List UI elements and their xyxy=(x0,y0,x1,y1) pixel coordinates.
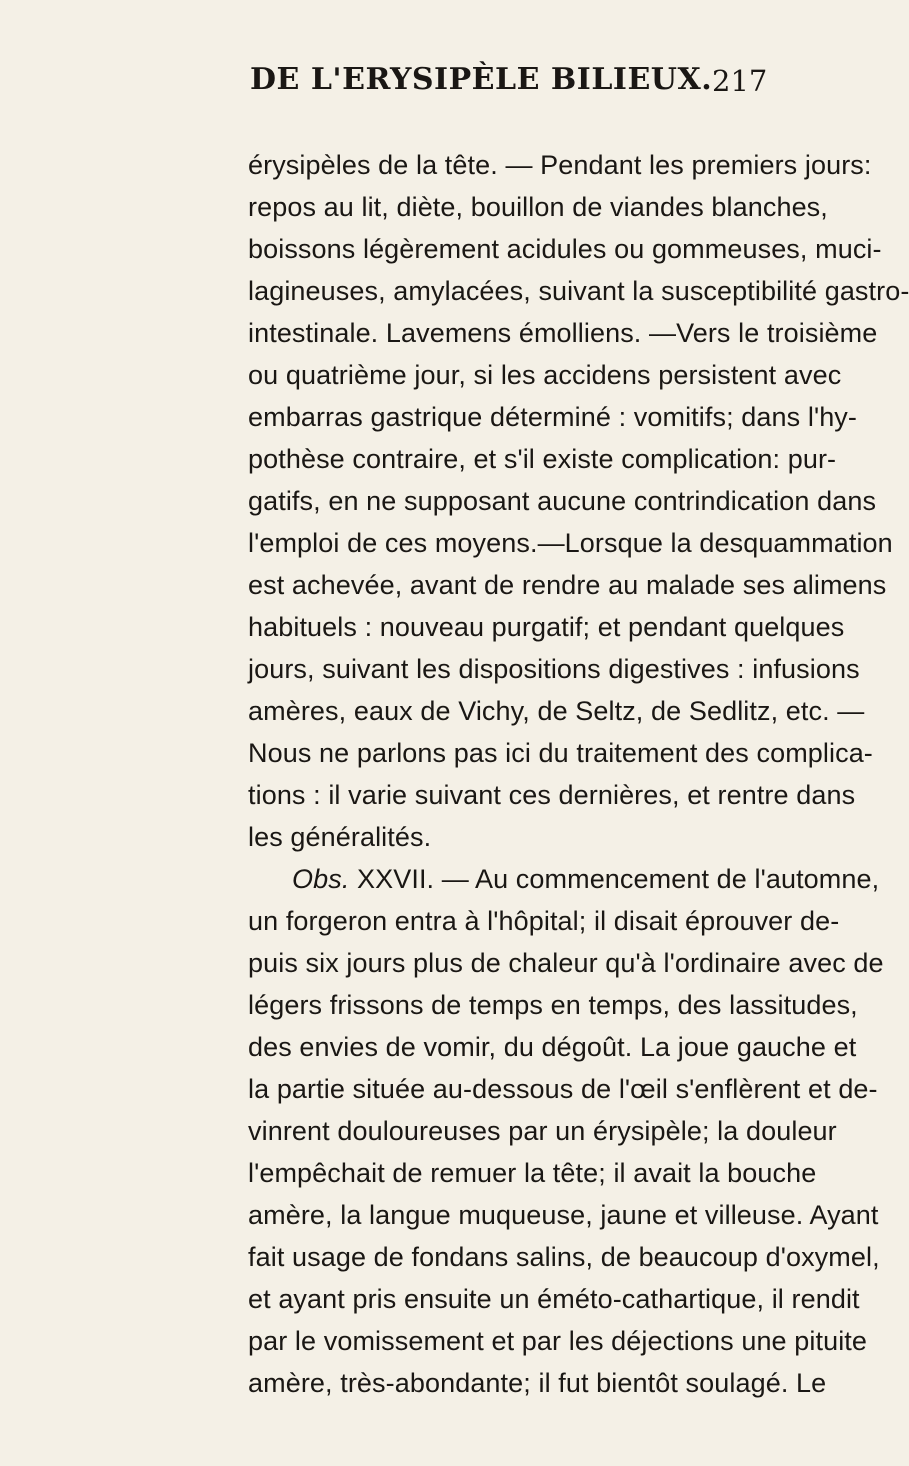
text-line: légers frissons de temps en temps, des lassitudes, xyxy=(248,990,858,1020)
text-line: amère, très-abondante; il fut bientôt soulagé. Le xyxy=(248,1368,827,1398)
text-line: la partie située au-dessous de l'œil s'enflèrent et de- xyxy=(248,1074,878,1104)
text-line: pothèse contraire, et s'il existe complication: pur- xyxy=(248,444,837,474)
text-line: et ayant pris ensuite un éméto-cathartique, il rendit xyxy=(248,1284,860,1314)
text-line: par le vomissement et par les déjections une pituite xyxy=(248,1326,868,1356)
text-line: habituels : nouveau purgatif; et pendant quelques xyxy=(248,612,845,642)
text-line: l'empêchait de remuer la tête; il avait la bouche xyxy=(248,1158,817,1188)
text-line: vinrent douloureuses par un érysipèle; la douleur xyxy=(248,1116,837,1146)
text-line: embarras gastrique déterminé : vomitifs; dans l'hy- xyxy=(248,402,858,432)
observation-heading-text: XXVII. — Au commencement de l'automne, xyxy=(349,864,880,894)
text-line: est achevée, avant de rendre au malade ses alimens xyxy=(248,570,887,600)
text-line: intestinale. Lavemens émolliens. —Vers le troisième xyxy=(248,318,878,348)
text-line: lagineuses, amylacées, suivant la susceptibilité gastro- xyxy=(248,276,909,306)
text-line: amères, eaux de Vichy, de Seltz, de Sedlitz, etc. — xyxy=(248,696,865,726)
page-number: 217 xyxy=(712,64,768,98)
text-line: boissons légèrement acidules ou gommeuses, muci- xyxy=(248,234,882,264)
running-head xyxy=(0,56,800,106)
text-line: jours, suivant les dispositions digestives : infusions xyxy=(248,654,860,684)
text-line: ou quatrième jour, si les accidens persistent avec xyxy=(248,360,842,390)
text-line: gatifs, en ne supposant aucune contrindication dans xyxy=(248,486,877,516)
text-line: érysipèles de la tête. — Pendant les premiers jours: xyxy=(248,150,872,180)
text-line: un forgeron entra à l'hôpital; il disait éprouver de- xyxy=(248,906,840,936)
running-title: DE L'ERYSIPÈLE BILIEUX. xyxy=(250,62,713,97)
text-line: l'emploi de ces moyens.—Lorsque la desquammation xyxy=(248,528,893,558)
text-line: les généralités. xyxy=(248,822,432,852)
observation-heading-line xyxy=(292,864,880,904)
text-line: repos au lit, diète, bouillon de viandes blanches, xyxy=(248,192,828,222)
text-line: tions : il varie suivant ces dernières, et rentre dans xyxy=(248,780,856,810)
observation-label: Obs. xyxy=(292,864,350,894)
text-line: puis six jours plus de chaleur qu'à l'ordinaire avec de xyxy=(248,948,884,978)
text-line: fait usage de fondans salins, de beaucoup d'oxymel, xyxy=(248,1242,880,1272)
text-line: Nous ne parlons pas ici du traitement des complica- xyxy=(248,738,873,768)
text-line: amère, la langue muqueuse, jaune et villeuse. Ayant xyxy=(248,1200,879,1230)
text-line: des envies de vomir, du dégoût. La joue gauche et xyxy=(248,1032,857,1062)
